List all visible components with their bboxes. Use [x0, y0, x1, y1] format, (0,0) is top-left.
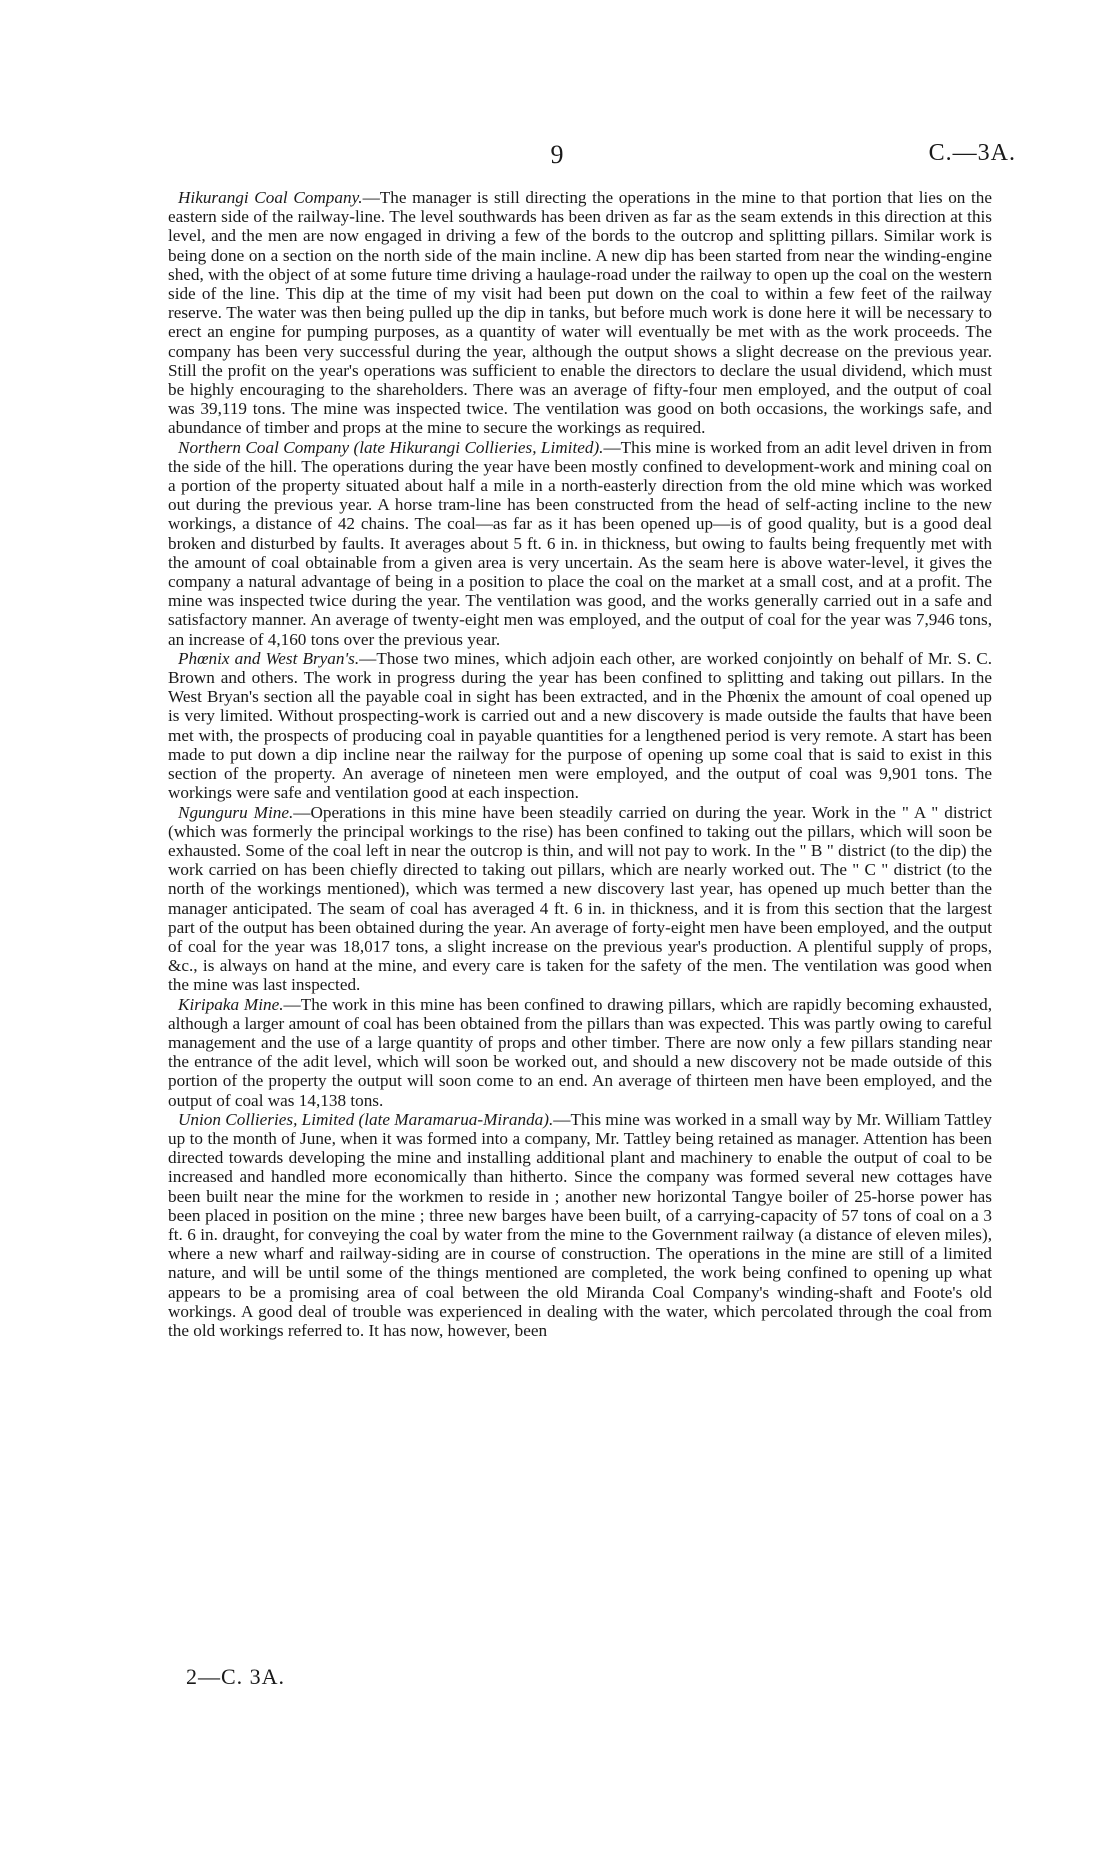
paragraph-phoenix [168, 649, 992, 803]
paragraph-hikurangi [168, 188, 992, 438]
section-heading: Hikurangi Coal Company. [178, 188, 363, 207]
paragraph-ngunguru [168, 803, 992, 995]
body-text [168, 188, 992, 1340]
signature-reference: 2—C. 3A. [186, 1664, 286, 1689]
section-heading: Union Collieries, Limited (late Maramarua-Miranda). [178, 1109, 554, 1129]
document-reference: C.—3A. [928, 140, 1016, 166]
section-heading: Ngunguru Mine. [178, 802, 294, 822]
paragraph-text: —This mine is worked from an adit level driven in from the side of the hill. The operations during the year have been mostly confined to development-work and mining coal on a portion of the property situated about half a mile in a north-easterly direction from the old mine which was worked out during the previous year. A horse tram-line has been constructed from the head of self-acting incline to the new workings, a distance of 42 chains. The coal—as far as it has been opened up—is of good quality, but is a good deal broken and disturbed by faults. It averages about 5 ft. 6 in. in thickness, but owing to faults being frequently met with the amount of coal obtainable from a given area is very uncertain. As the seam here is above water-level, it gives the company a natural advantage of being in a position to place the coal on the market at a small cost, and at a profit. The mine was inspected twice during the year. The ventilation was good, and the works generally carried out in a safe and satisfactory manner. An average of twenty-eight men was employed, and the output of coal for the year was 7,946 tons, an increase of 4,160 tons over the previous year. [168, 437, 992, 649]
paragraph-text: —This mine was worked in a small way by Mr. William Tattley up to the month of June, when it was formed into a company, Mr. Tattley being retained as manager. Attention has been directed towards developing the mine and installing additional plant and machinery to enable the output of coal to be increased and handled more economically than hitherto. Since the company was formed several new cottages have been built near the mine for the workmen to reside in ; another new horizontal Tangye boiler of 25-horse power has been placed in position on the mine ; three new barges have been built, of a carrying-capacity of 57 tons of coal on a 3 ft. 6 in. draught, for conveying the coal by water from the mine to the Government railway (a distance of eleven miles), where a new wharf and railway-siding are in course of construction. The operations in the mine are still of a limited nature, and will be until some of the things mentioned are completed, the work being confined to opening up what appears to be a promising area of coal between the old Miranda Coal Company's winding-shaft and Foote's old workings. A good deal of trouble was experienced in dealing with the water, which percolated through the coal from the old workings referred to. It has now, however, been [168, 1109, 992, 1340]
paragraph-northern-coal [168, 438, 992, 649]
paragraph-text: —The work in this mine has been confined to drawing pillars, which are rapidly becoming exhausted, although a larger amount of coal has been obtained from the pillars than was expected. This was partly owing to careful management and the use of a large quantity of props and other timber. There are now only a few pillars standing near the entrance of the adit level, which will soon be worked out, and should a new discovery not be made outside of this portion of the property the output will soon come to an end. An average of thirteen men have been employed, and the output of coal was 14,138 tons. [168, 994, 992, 1110]
paragraph-union-collieries [168, 1110, 992, 1340]
paragraph-text: —Operations in this mine have been steadily carried on during the year. Work in the " A " district (which was formerly the principal workings to the rise) has been confined to taking out the pillars, which will soon be exhausted. Some of the coal left in near the outcrop is thin, and will not pay to work. In the " B " district (to the dip) the work carried on has been chiefly directed to taking out pillars, which are nearly worked out. The " C " district (to the north of the workings mentioned), which was termed a new discovery last year, has opened up much better than the manager anticipated. The seam of coal has averaged 4 ft. 6 in. in thickness, and it is from this section that the largest part of the output has been obtained during the year. An average of forty-eight men have been employed, and the output of coal for the year was 18,017 tons, a slight increase on the previous year's production. A plentiful supply of props, &c., is always on hand at the mine, and every care is taken for the safety of the men. The ventilation was good when the mine was last inspected. [168, 802, 993, 995]
section-heading: Phœnix and West Bryan's. [178, 648, 360, 668]
paragraph-text: —The manager is still directing the operations in the mine to that portion that lies on the eastern side of the railway-line. The level southwards has been driven as far as the seam extends in this direction at this level, and the men are now engaged in driving a few of the bords to the outcrop and splitting pillars. Similar work is being done on a section on the north side of the main incline. A new dip has been started from near the winding-engine shed, with the object of at some future time driving a haulage-road under the railway to open up the coal on the western side of the line. This dip at the time of my visit had been put down on the coal to within a few feet of the railway reserve. The water was then being pulled up the dip in tanks, but before much work is done here it will be necessary to erect an engine for pumping purposes, as a quantity of water will eventually be met with as the work proceeds. The company has been very successful during the year, although the output shows a slight decrease on the previous year. Still the profit on the year's operations was sufficient to enable the directors to declare the usual dividend, which must be highly encouraging to the shareholders. There was an average of fifty-four men employed, and the output of coal was 39,119 tons. The mine was inspected twice. The ventilation was good on both occasions, the workings safe, and abundance of timber and props at the mine to secure the workings as required. [168, 188, 993, 438]
paragraph-kiripaka [168, 995, 992, 1110]
paragraph-text: —Those two mines, which adjoin each other, are worked conjointly on behalf of Mr. S. C. Brown and others. The work in progress during the year has been confined to splitting and taking out pillars. In the West Bryan's section all the payable coal in sight has been extracted, and in the Phœnix the amount of coal opened up is very limited. Without prospecting-work is carried out and a new discovery is made outside the faults that have been met with, the prospects of producing coal in payable quantities for a lengthened period is very remote. A start has been made to put down a dip incline near the railway for the purpose of opening up some coal that is said to exist in this section of the property. An average of nineteen men were employed, and the output of coal was 9,901 tons. The workings were safe and ventilation good at each inspection. [168, 648, 992, 803]
page-number: 9 [550, 140, 564, 169]
section-heading: Kiripaka Mine. [178, 994, 284, 1014]
section-heading: Northern Coal Company (late Hikurangi Collieries, Limited). [178, 437, 604, 457]
